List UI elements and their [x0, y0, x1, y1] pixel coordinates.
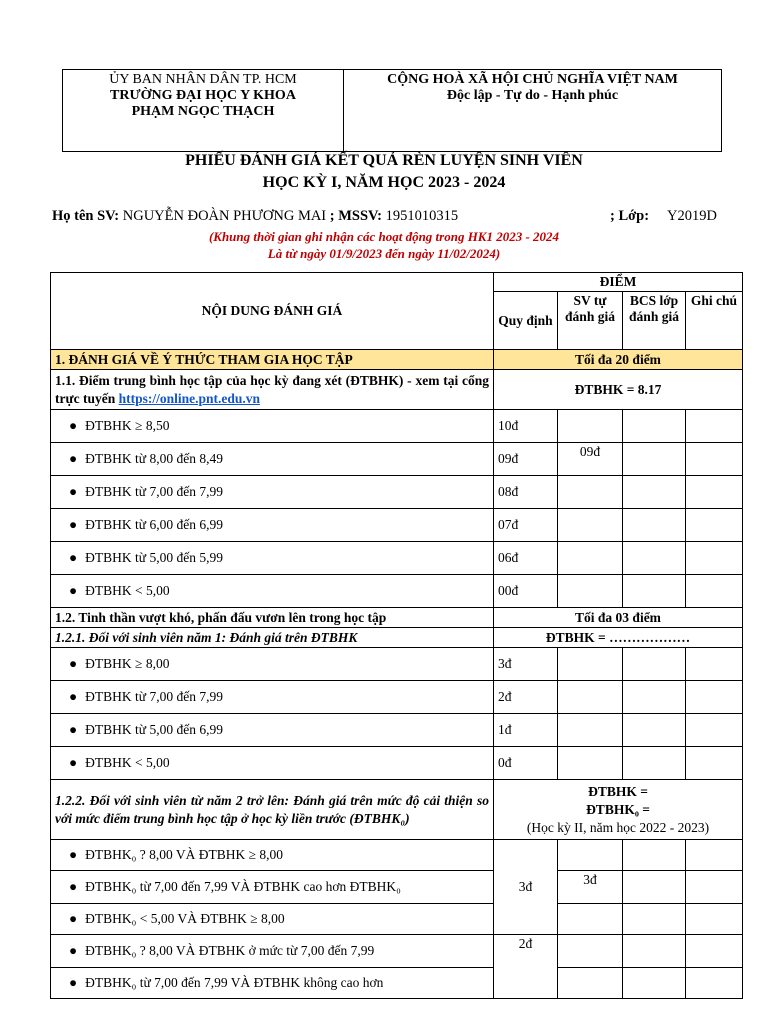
section-1-title: 1. ĐÁNH GIÁ VỀ Ý THỨC THAM GIA HỌC TẬP: [51, 350, 494, 370]
dtbhk-previous: ĐTBHK₀ =: [586, 801, 650, 817]
header-bcs: BCS lớp đánh giá: [623, 292, 686, 350]
s11-label: ● ĐTBHK từ 6,00 đến 6,99: [51, 509, 494, 542]
s11-row: [51, 443, 743, 476]
s122-label-1: ● ĐTBHK₀ ? 8,00 VÀ ĐTBHK ≥ 8,00: [51, 840, 494, 871]
name-label: Họ tên SV:: [52, 208, 120, 224]
school-name-2: PHẠM NGỌC THẠCH: [131, 104, 275, 119]
s122-quy-b: 2đ: [494, 935, 558, 999]
s121-row: [51, 747, 743, 780]
header-note: Ghi chú: [686, 292, 743, 350]
student-name: NGUYỄN ĐOÀN PHƯƠNG MAI: [122, 208, 327, 224]
s121-label: ● ĐTBHK từ 7,00 đến 7,99: [51, 681, 494, 714]
s122-row-1: [51, 840, 743, 871]
header-quy-dinh: Quy định: [494, 292, 558, 350]
header-sv-self: SV tự đánh giá: [558, 292, 623, 350]
dtbhk-value: ĐTBHK = 8.17: [494, 370, 743, 410]
bullet-icon: ●: [69, 689, 78, 704]
s122-row-5: [51, 968, 743, 999]
s11-quy: 10đ: [494, 410, 558, 443]
section-1-2-1-title: 1.2.1. Đối với sinh viên năm 1: Đánh giá trên ĐTBHK: [51, 628, 494, 648]
s121-row: [51, 681, 743, 714]
s11-sv: [558, 575, 623, 608]
bullet-icon: ●: [69, 722, 78, 737]
s122-label-2: ● ĐTBHK₀ từ 7,00 đến 7,99 VÀ ĐTBHK cao hơn ĐTBHK₀: [51, 871, 494, 904]
section-1-2-2-title: 1.2.2. Đối với sinh viên từ năm 2 trở lên: Đánh giá trên mức độ cải thiện so với mức điểm trung bình học tập ở học kỳ liền trước (ĐTBHK₀): [51, 780, 494, 840]
section-1-2-1-row: [51, 628, 743, 648]
nation-name: CỘNG HOÀ XÃ HỘI CHỦ NGHĨA VIỆT NAM: [387, 72, 678, 87]
s11-row: [51, 410, 743, 443]
s121-row: [51, 714, 743, 747]
bullet-icon: ●: [69, 656, 78, 671]
bullet-icon: ●: [69, 418, 78, 433]
s11-row: [51, 509, 743, 542]
bullet-icon: ●: [69, 484, 78, 499]
s122-label-3: ● ĐTBHK₀ < 5,00 VÀ ĐTBHK ≥ 8,00: [51, 904, 494, 935]
s11-label: ● ĐTBHK từ 5,00 đến 5,99: [51, 542, 494, 575]
s11-label: ● ĐTBHK ≥ 8,50: [51, 410, 494, 443]
s11-label: ● ĐTBHK < 5,00: [51, 575, 494, 608]
header-content: NỘI DUNG ĐÁNH GIÁ: [51, 273, 494, 350]
bullet-icon: ●: [69, 583, 78, 598]
s11-sv: [558, 410, 623, 443]
s11-sv: 09đ: [558, 443, 623, 476]
form-subtitle: HỌC KỲ I, NĂM HỌC 2023 - 2024: [262, 174, 506, 191]
section-1-2-title: 1.2. Tinh thần vượt khó, phấn đấu vươn lên trong học tập: [51, 608, 494, 628]
section-1-2-row: [51, 608, 743, 628]
class-label: ; Lớp:: [610, 208, 650, 224]
section-1-row: [51, 350, 743, 370]
s11-quy: 06đ: [494, 542, 558, 575]
evaluation-table: [50, 272, 743, 999]
s121-quy: 2đ: [494, 681, 558, 714]
s122-label-4: ● ĐTBHK₀ ? 8,00 VÀ ĐTBHK ở mức từ 7,00 đến 7,99: [51, 935, 494, 968]
section-1-max: Tối đa 20 điểm: [494, 350, 743, 370]
s122-quy-a: 3đ: [494, 840, 558, 935]
s121-label: ● ĐTBHK từ 5,00 đến 6,99: [51, 714, 494, 747]
s122-label-5: ● ĐTBHK₀ từ 7,00 đến 7,99 VÀ ĐTBHK không cao hơn: [51, 968, 494, 999]
timeframe-note: (Khung thời gian ghi nhận các hoạt động trong HK1 2023 - 2024: [208, 229, 560, 244]
section-1-2-1-value: ĐTBHK = ………………: [494, 628, 743, 648]
header-points: ĐIỂM: [494, 273, 743, 292]
dtbhk-current: ĐTBHK =: [588, 783, 648, 799]
s121-sv: [558, 714, 623, 747]
s121-quy: 0đ: [494, 747, 558, 780]
s121-label: ● ĐTBHK ≥ 8,00: [51, 648, 494, 681]
s122-row-2: [51, 871, 743, 904]
section-1-2-2-row: [51, 780, 743, 840]
s11-row: [51, 575, 743, 608]
s121-sv: [558, 747, 623, 780]
section-1-2-max: Tối đa 03 điểm: [494, 608, 743, 628]
bullet-icon: ●: [69, 550, 78, 565]
s11-label: ● ĐTBHK từ 8,00 đến 8,49: [51, 443, 494, 476]
s11-quy: 09đ: [494, 443, 558, 476]
s11-quy: 07đ: [494, 509, 558, 542]
s122-row-3: [51, 904, 743, 935]
mssv-label: ; MSSV:: [329, 208, 383, 224]
s121-sv: [558, 681, 623, 714]
timeframe-dates: Là từ ngày 01/9/2023 đến ngày 11/02/2024): [267, 246, 501, 261]
s11-row: [51, 476, 743, 509]
bullet-icon: ●: [69, 517, 78, 532]
school-block: [63, 70, 344, 152]
s121-sv: [558, 648, 623, 681]
s11-quy: 08đ: [494, 476, 558, 509]
s121-quy: 1đ: [494, 714, 558, 747]
s11-label: ● ĐTBHK từ 7,00 đến 7,99: [51, 476, 494, 509]
header-box: [62, 69, 722, 152]
section-1-1-text: 1.1. Điểm trung bình học tập của học kỳ đang xét (ĐTBHK) - xem tại cổng trực tuyến https://online.pnt.edu.vn: [51, 370, 494, 410]
s11-quy: 00đ: [494, 575, 558, 608]
nation-block: [344, 70, 722, 152]
student-info: [52, 208, 752, 225]
student-class: Y2019D: [667, 208, 717, 224]
section-1-1-row: [51, 370, 743, 410]
s122-row-4: [51, 935, 743, 968]
s11-sv: [558, 509, 623, 542]
student-mssv: 1951010315: [385, 208, 459, 224]
committee-name: ỦY BAN NHÂN DÂN TP. HCM: [109, 72, 297, 87]
school-name: TRƯỜNG ĐẠI HỌC Y KHOA: [110, 88, 296, 103]
bullet-icon: ●: [69, 755, 78, 770]
bullet-icon: ●: [69, 451, 78, 466]
portal-link[interactable]: https://online.pnt.edu.vn: [118, 390, 261, 406]
form-title: PHIẾU ĐÁNH GIÁ KẾT QUẢ RÈN LUYỆN SINH VIÊN: [185, 152, 583, 169]
s121-row: [51, 648, 743, 681]
motto: Độc lập - Tự do - Hạnh phúc: [446, 88, 619, 103]
section-1-2-2-values: [494, 780, 743, 840]
s11-sv: [558, 542, 623, 575]
s11-row: [51, 542, 743, 575]
s122-sv-a: 3đ: [558, 871, 623, 904]
s121-label: ● ĐTBHK < 5,00: [51, 747, 494, 780]
s121-quy: 3đ: [494, 648, 558, 681]
s11-sv: [558, 476, 623, 509]
previous-semester: (Học kỳ II, năm học 2022 - 2023): [526, 819, 710, 835]
